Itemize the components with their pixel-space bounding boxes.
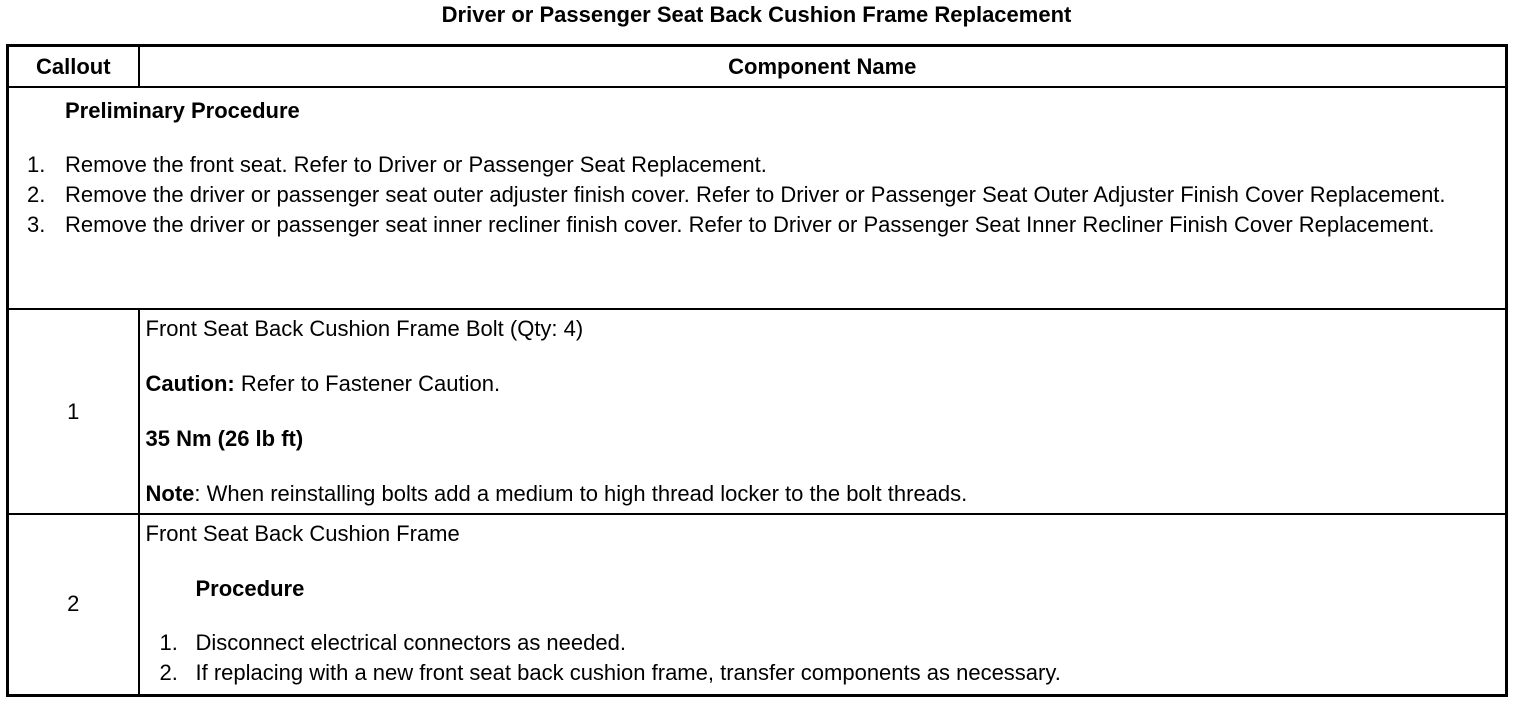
note-line bbox=[146, 479, 1500, 509]
list-item bbox=[23, 180, 1497, 210]
header-callout: Callout bbox=[8, 46, 139, 88]
preliminary-steps bbox=[23, 150, 1497, 240]
component-name: Front Seat Back Cushion Frame bbox=[145, 521, 460, 546]
preliminary-heading: Preliminary Procedure bbox=[65, 98, 300, 123]
preliminary-row bbox=[8, 87, 1507, 309]
step-number: 2. bbox=[27, 182, 46, 207]
preliminary-cell bbox=[8, 87, 1507, 309]
procedure-steps bbox=[146, 628, 1500, 688]
list-item bbox=[23, 150, 1497, 180]
step-text: Remove the driver or passenger seat outer adjuster finish cover. Refer to Driver or Passenger Seat Outer Adjuster Finish Cover Replacement. bbox=[65, 182, 1446, 207]
torque-spec: 35 Nm (26 lb ft) bbox=[145, 426, 304, 451]
note-label: Note bbox=[145, 481, 195, 506]
list-item bbox=[23, 210, 1497, 240]
step-number: 2. bbox=[159, 660, 178, 685]
step-text: Disconnect electrical connectors as needed. bbox=[195, 630, 626, 655]
component-cell bbox=[139, 309, 1507, 514]
list-item bbox=[146, 658, 1500, 688]
caution-line bbox=[146, 369, 1500, 399]
procedure-table bbox=[6, 44, 1508, 697]
component-cell bbox=[139, 514, 1507, 695]
callout-cell: 1 bbox=[8, 309, 139, 514]
note-text: : When reinstalling bolts add a medium to high thread locker to the bolt threads. bbox=[194, 481, 968, 506]
caution-text: Refer to Fastener Caution. bbox=[234, 371, 501, 396]
table-row bbox=[8, 514, 1507, 695]
header-component-name: Component Name bbox=[139, 46, 1507, 88]
step-number: 1. bbox=[159, 630, 178, 655]
step-text: Remove the driver or passenger seat inner recliner finish cover. Refer to Driver or Passenger Seat Inner Recliner Finish Cover Replacement. bbox=[65, 212, 1435, 237]
step-text: Remove the front seat. Refer to Driver or Passenger Seat Replacement. bbox=[65, 152, 767, 177]
table-header-row bbox=[8, 46, 1507, 88]
page-title: Driver or Passenger Seat Back Cushion Frame Replacement bbox=[441, 2, 1072, 27]
caution-label: Caution: bbox=[145, 371, 235, 396]
step-number: 3. bbox=[27, 212, 46, 237]
step-number: 1. bbox=[27, 152, 46, 177]
table-row bbox=[8, 309, 1507, 514]
callout-cell: 2 bbox=[8, 514, 139, 695]
step-text: If replacing with a new front seat back cushion frame, transfer components as necessary. bbox=[195, 660, 1061, 685]
list-item bbox=[146, 628, 1500, 658]
component-name: Front Seat Back Cushion Frame Bolt (Qty: 4) bbox=[145, 316, 584, 341]
procedure-heading: Procedure bbox=[195, 576, 305, 601]
